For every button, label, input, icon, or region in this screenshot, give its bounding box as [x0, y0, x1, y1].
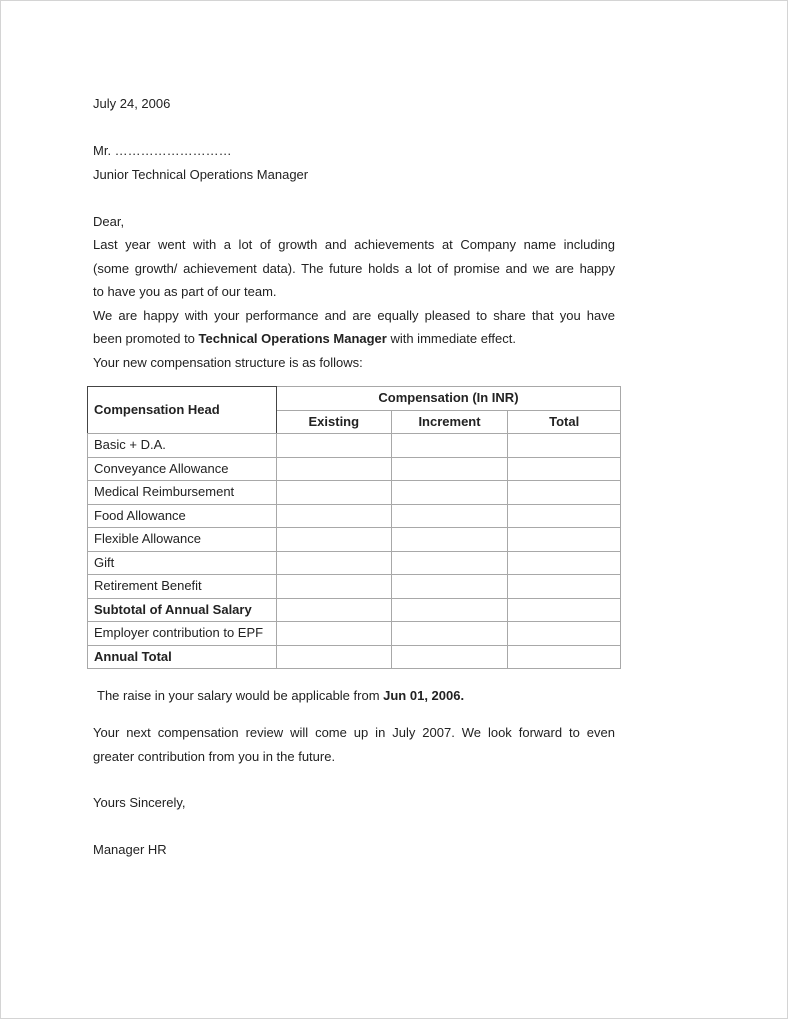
letter-date: July 24, 2006	[93, 96, 171, 111]
recipient-title: Junior Technical Operations Manager	[93, 166, 309, 182]
table-row	[88, 481, 621, 505]
compensation-group-header: Compensation (In INR)	[276, 387, 620, 411]
existing-value-cell	[276, 434, 391, 458]
promotion-title: Technical Operations Manager	[198, 331, 387, 346]
compensation-head-cell: Basic + D.A.	[88, 434, 277, 458]
increment-value-cell	[391, 575, 508, 599]
paragraph-1-line-3: to have you as part of our team.	[93, 284, 277, 299]
compensation-head-cell: Gift	[88, 551, 277, 575]
table-header-row-1	[88, 387, 621, 411]
existing-value-cell	[276, 551, 391, 575]
letter-body	[93, 92, 615, 374]
total-value-cell	[508, 598, 621, 622]
column-header-increment: Increment	[391, 410, 508, 434]
column-header-existing: Existing	[276, 410, 391, 434]
table-row	[88, 504, 621, 528]
total-value-cell	[508, 504, 621, 528]
promotion-text-post: with immediate effect.	[386, 331, 516, 346]
compensation-head-cell: Food Allowance	[88, 504, 277, 528]
raise-line	[93, 684, 615, 708]
existing-value-cell	[276, 645, 391, 669]
table-row	[88, 551, 621, 575]
compensation-table	[87, 386, 621, 669]
column-header-total: Total	[508, 410, 621, 434]
closing-block	[93, 791, 615, 815]
table-row	[88, 457, 621, 481]
compensation-head-cell: Conveyance Allowance	[88, 457, 277, 481]
table-row	[88, 598, 621, 622]
paragraph-1-line-1: Last year went with a lot of growth and achievements at Company name including	[93, 237, 615, 252]
raise-text: The raise in your salary would be applicable from	[97, 688, 384, 703]
closing: Yours Sincerely,	[93, 795, 186, 810]
existing-value-cell	[276, 622, 391, 646]
compensation-head-cell: Subtotal of Annual Salary	[88, 598, 277, 622]
salutation: Dear,	[93, 213, 125, 229]
raise-date: Jun 01, 2006.	[383, 688, 465, 703]
compensation-head-header: Compensation Head	[88, 387, 277, 434]
signature-block	[93, 838, 615, 862]
existing-value-cell	[276, 575, 391, 599]
total-value-cell	[508, 645, 621, 669]
compensation-head-cell: Employer contribution to EPF	[88, 622, 277, 646]
compensation-head-cell: Flexible Allowance	[88, 528, 277, 552]
total-value-cell	[508, 622, 621, 646]
table-row	[88, 434, 621, 458]
increment-value-cell	[391, 645, 508, 669]
increment-value-cell	[391, 622, 508, 646]
compensation-head-cell: Annual Total	[88, 645, 277, 669]
compensation-head-cell: Retirement Benefit	[88, 575, 277, 599]
increment-value-cell	[391, 504, 508, 528]
increment-value-cell	[391, 598, 508, 622]
review-line-1: Your next compensation review will come up in July 2007. We look forward to even	[93, 725, 615, 740]
total-value-cell	[508, 457, 621, 481]
raise-note	[93, 684, 615, 708]
review-line-2: greater contribution from you in the future.	[93, 748, 336, 764]
increment-value-cell	[391, 528, 508, 552]
paragraph-3: Your new compensation structure is as follows:	[93, 354, 363, 370]
increment-value-cell	[391, 551, 508, 575]
paragraph-1-line-2: (some growth/ achievement data). The future holds a lot of promise and we are happy	[93, 260, 615, 276]
total-value-cell	[508, 434, 621, 458]
promotion-text-pre: been promoted to	[93, 331, 199, 346]
signature: Manager HR	[93, 842, 167, 857]
recipient-name: Mr. ………………………	[93, 143, 232, 158]
increment-value-cell	[391, 457, 508, 481]
existing-value-cell	[276, 481, 391, 505]
table-row	[88, 622, 621, 646]
existing-value-cell	[276, 457, 391, 481]
total-value-cell	[508, 528, 621, 552]
existing-value-cell	[276, 504, 391, 528]
total-value-cell	[508, 551, 621, 575]
increment-value-cell	[391, 481, 508, 505]
table-row	[88, 575, 621, 599]
total-value-cell	[508, 481, 621, 505]
paragraph-2-line-1: We are happy with your performance and are equally pleased to share that you have	[93, 307, 615, 323]
paragraph-2-line-2	[93, 327, 615, 351]
existing-value-cell	[276, 528, 391, 552]
increment-value-cell	[391, 434, 508, 458]
compensation-head-cell: Medical Reimbursement	[88, 481, 277, 505]
existing-value-cell	[276, 598, 391, 622]
total-value-cell	[508, 575, 621, 599]
table-row	[88, 645, 621, 669]
table-row	[88, 528, 621, 552]
review-note	[93, 721, 615, 768]
